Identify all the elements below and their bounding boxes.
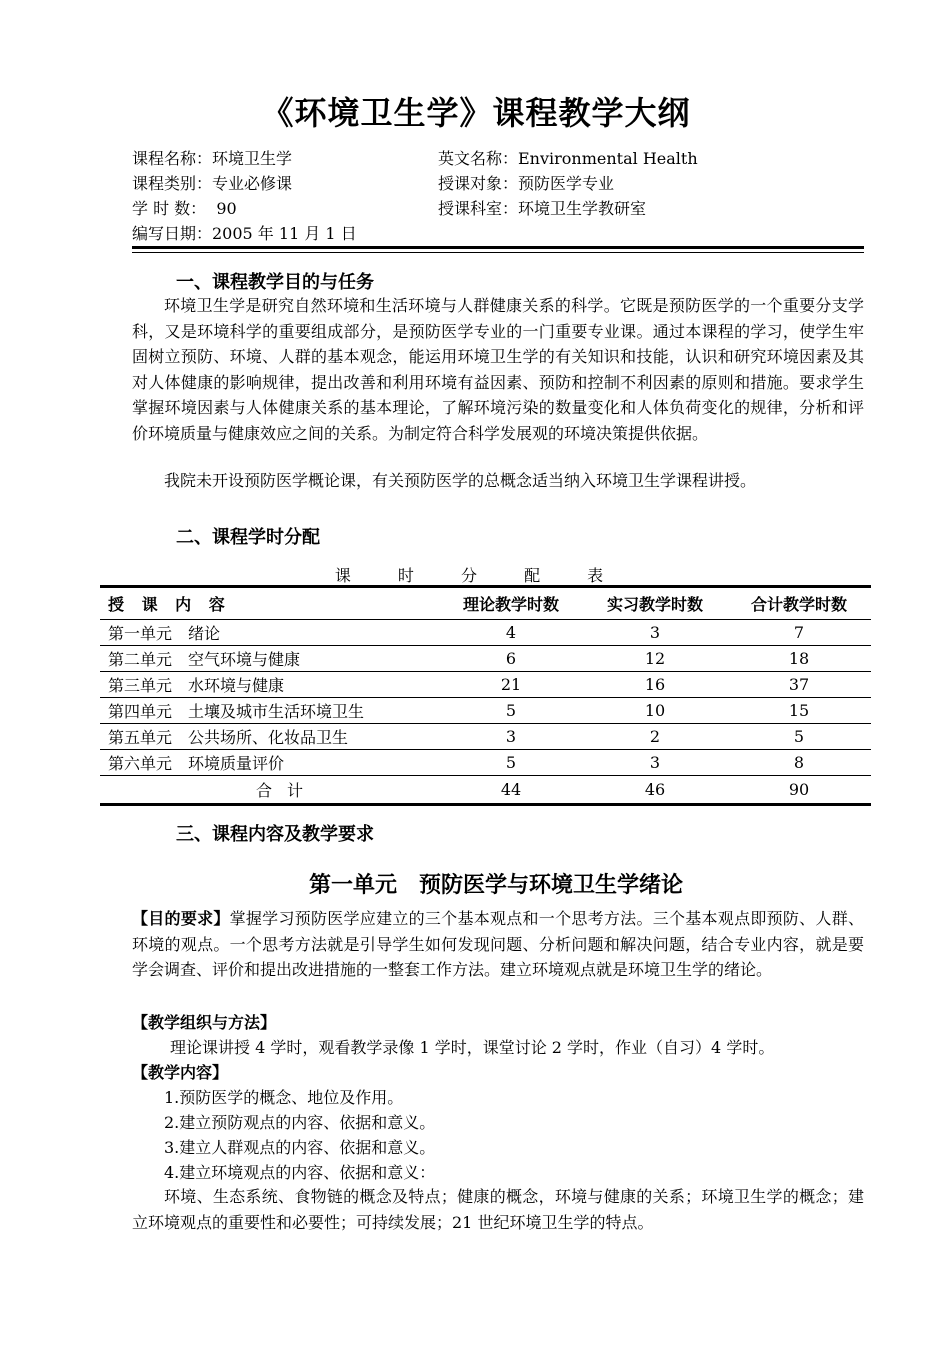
row-total: 37: [727, 672, 871, 698]
row-total: 5: [727, 724, 871, 750]
compile-date: 编写日期：2005 年 11 月 1 日: [132, 224, 357, 243]
department: 授课科室：环境卫生学教研室: [438, 199, 647, 218]
list-item: 1.预防医学的概念、地位及作用。: [164, 1088, 404, 1107]
row-practice: 2: [583, 724, 727, 750]
row-theory: 5: [505, 753, 517, 772]
item4-detail: 环境、生态系统、食物链的概念及特点；健康的概念，环境与健康的关系；环境卫生学的概念；建立环境观点的重要性和必要性；可持续发展；21 世纪环境卫生学的特点。: [132, 1187, 864, 1232]
table-row: [100, 750, 871, 776]
row-theory: 3: [439, 724, 583, 750]
row-theory: 5: [439, 698, 583, 724]
course-type: 课程类别：专业必修课: [132, 174, 293, 193]
row-total: 7: [727, 620, 871, 646]
header-theory: 理论教学时数: [439, 587, 583, 620]
audience: 授课对象：预防医学专业: [438, 174, 615, 193]
row-content: 第二单元 空气环境与健康: [100, 646, 439, 672]
header-practice: 实习教学时数: [583, 587, 727, 620]
list-item: 3.建立人群观点的内容、依据和意义。: [164, 1138, 436, 1157]
row-total: 18: [727, 646, 871, 672]
goal-text: 掌握学习预防医学应建立的三个基本观点和一个思考方法。三个基本观点即预防、人群、环境的观点。一个思考方法就是引导学生如何发现问题、分析问题和解决问题，结合专业内容，就是要学会调查、评价和提出改进措施的一整套工作方法。建立环境观点就是环境卫生学的绪论。: [132, 909, 864, 980]
row-content: 第六单元 环境质量评价: [108, 754, 285, 773]
total-total: 90: [727, 776, 871, 805]
row-practice: 16: [583, 672, 727, 698]
section1-paragraph-2: 我院未开设预防医学概论课，有关预防医学的总概念适当纳入环境卫生学课程讲授。: [164, 471, 757, 490]
table-row: [100, 620, 871, 646]
table-total-row: [100, 776, 871, 805]
english-name: 英文名称：Environmental Health: [438, 149, 698, 168]
list-item: 4.建立环境观点的内容、依据和意义：: [164, 1163, 436, 1182]
row-content: 第三单元 水环境与健康: [100, 672, 439, 698]
hours-table: [100, 585, 871, 806]
row-content: 第一单元 绪论: [100, 620, 439, 646]
double-rule-thin: [132, 252, 864, 253]
row-practice: 3: [583, 620, 727, 646]
row-theory: 4: [439, 620, 583, 646]
list-item: 2.建立预防观点的内容、依据和意义。: [164, 1113, 436, 1132]
double-rule-thick: [132, 246, 864, 249]
total-label: 合 计: [100, 776, 439, 805]
section3-heading: 三、课程内容及教学要求: [176, 824, 374, 845]
row-practice: 10: [583, 698, 727, 724]
unit-title: 第一单元 预防医学与环境卫生学绪论: [308, 873, 683, 898]
table-caption: 课 时 分 配 表: [334, 566, 618, 585]
course-hours: 学 时 数： 90: [132, 199, 237, 218]
header-total: 合计教学时数: [727, 587, 871, 620]
table-row: [100, 724, 871, 750]
total-theory: 44: [439, 776, 583, 805]
table-row: [100, 646, 871, 672]
method-label: 【教学组织与方法】: [132, 1013, 277, 1032]
course-name: 课程名称：环境卫生学: [132, 149, 293, 168]
row-theory: 21: [439, 672, 583, 698]
goal-paragraph: [132, 906, 864, 983]
table-row: [100, 672, 871, 698]
row-content: 第四单元 土壤及城市生活环境卫生: [100, 698, 439, 724]
row-content: 第五单元 公共场所、化妆品卫生: [100, 724, 439, 750]
table-row: [100, 698, 871, 724]
section1-paragraph: 环境卫生学是研究自然环境和生活环境与人群健康关系的科学。它既是预防医学的一个重要分支学科，又是环境科学的重要组成部分，是预防医学专业的一门重要专业课。通过本课程的学习，使学生牢固树立预防、环境、人群的基本观念，能运用环境卫生学的有关知识和技能，认识和研究环境因素及其对人体健康的影响规律，提出改善和利用环境有益因素、预防和控制不利因素的原则和措施。要求学生掌握环境因素与人体健康关系的基本理论，了解环境污染的数量变化和人体负荷变化的规律，分析和评价环境质量与健康效应之间的关系。为制定符合科学发展观的环境决策提供依据。: [132, 296, 864, 443]
row-practice: 12: [583, 646, 727, 672]
section2-heading: 二、课程学时分配: [176, 527, 320, 548]
page-title: 《环境卫生学》课程教学大纲: [261, 94, 691, 132]
row-total: 8: [793, 753, 805, 772]
row-theory: 6: [439, 646, 583, 672]
goal-label: 【目的要求】: [132, 909, 230, 928]
row-practice: 3: [649, 753, 661, 772]
section1-heading: 一、课程教学目的与任务: [176, 272, 374, 293]
header-content: 授 课 内 容: [100, 587, 439, 620]
method-text: 理论课讲授 4 学时，观看教学录像 1 学时，课堂讨论 2 学时，作业（自习）4 学时。: [170, 1038, 775, 1057]
table-header-row: [100, 587, 871, 620]
content-label: 【教学内容】: [132, 1063, 229, 1082]
total-practice: 46: [583, 776, 727, 805]
row-total: 15: [727, 698, 871, 724]
